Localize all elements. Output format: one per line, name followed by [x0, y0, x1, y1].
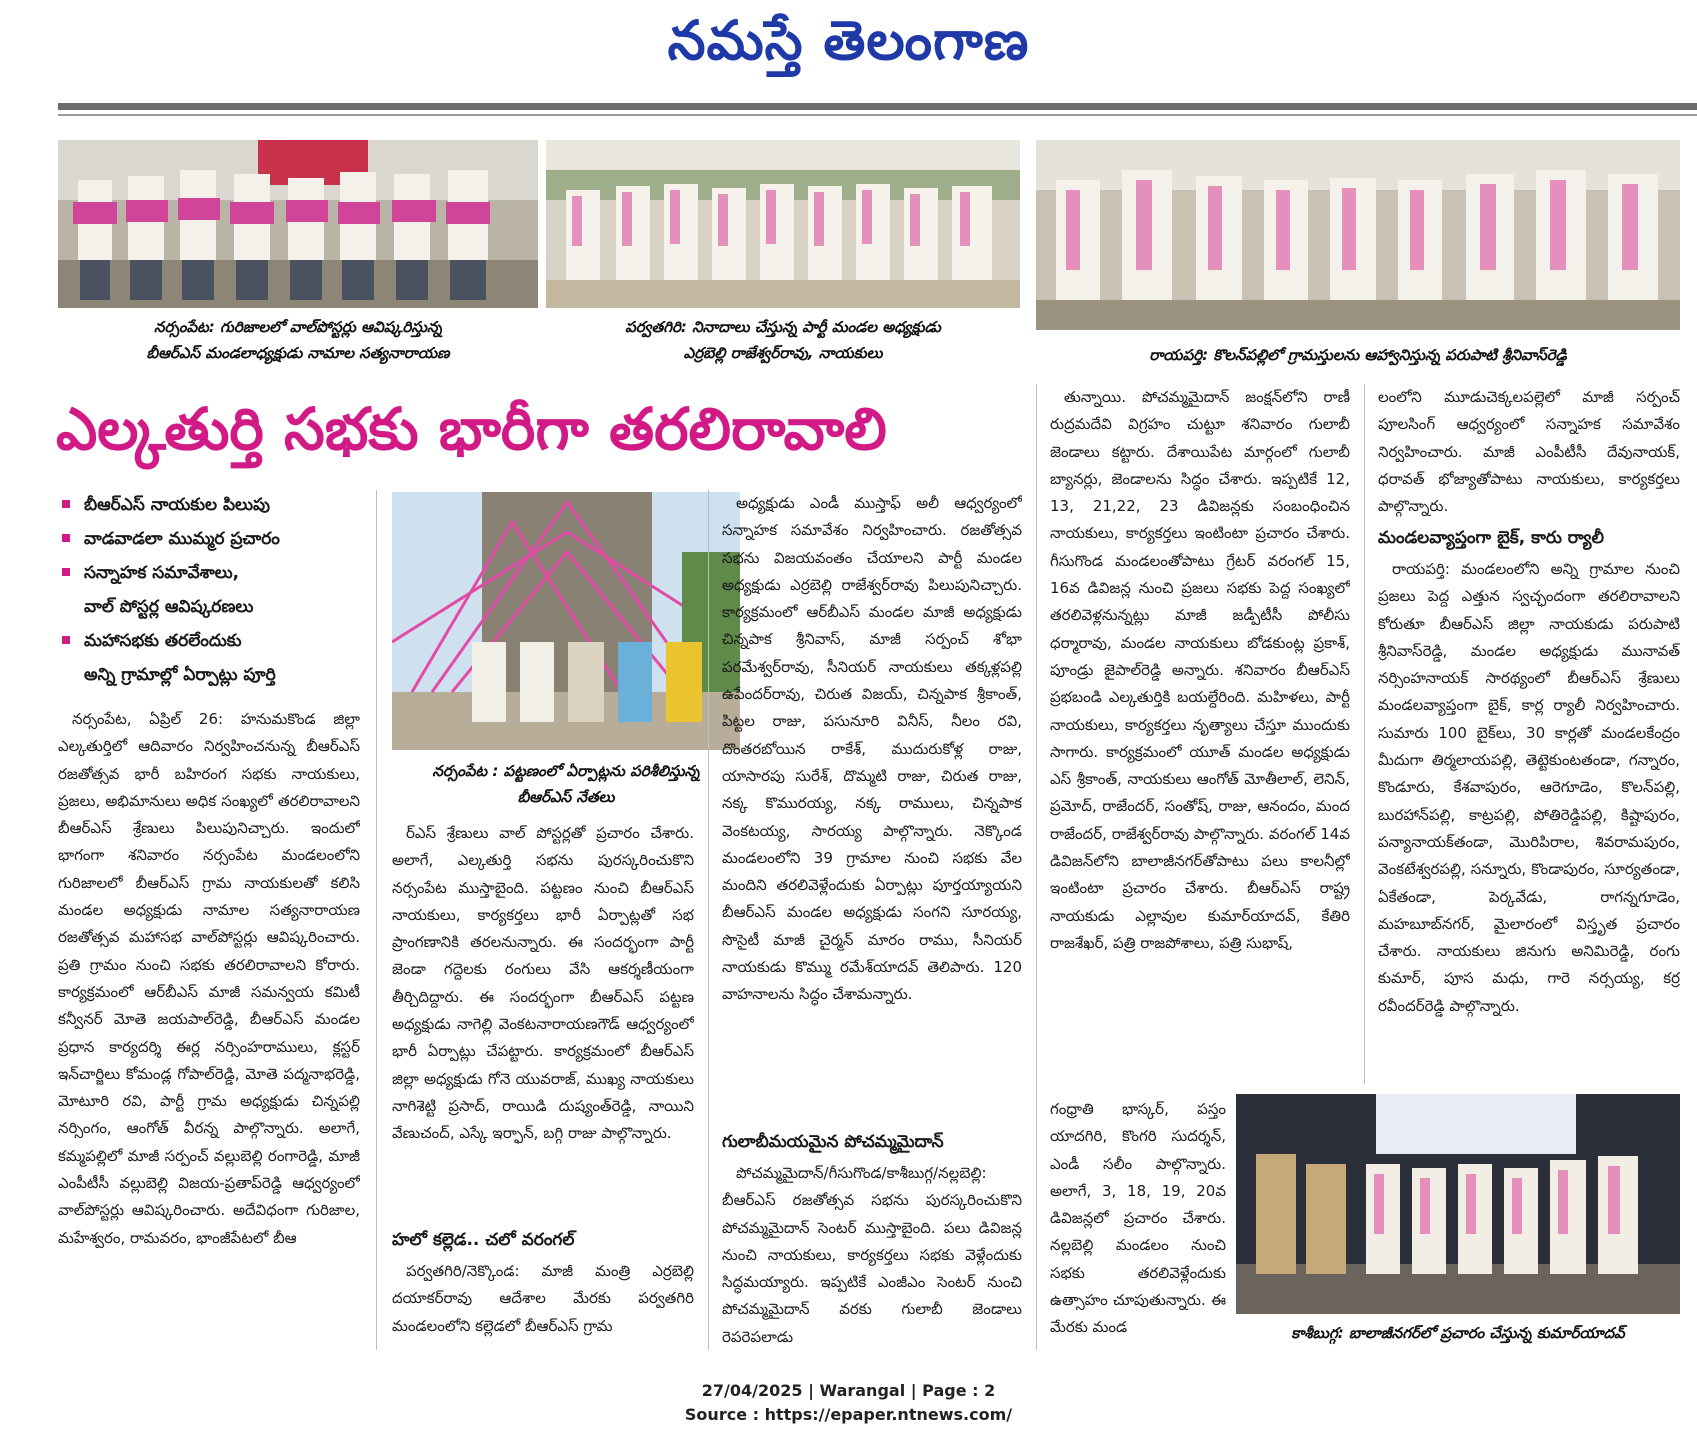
article-column-2 — [392, 820, 694, 1230]
photo-top-1 — [58, 140, 538, 308]
article-paragraph: అధ్యక్షుడు ఎండీ ముస్తాఫ్ అలీ ఆధ్వర్యంలో సన్నాహక సమావేశం నిర్వహించారు. రజతోత్సవ సభను విజయవంతం చేయాలని పార్టీ మండల అధ్యక్షుడు ఎర్రబెల్లి రాజేశ్వర్‌రావు పిలుపునిచ్చారు. కార్యక్రమంలో ఆర్‌బీఎస్ మండల మాజీ అధ్యక్షుడు చిన్నపాక శ్రీనివాస్, మాజీ సర్పంచ్ శోభా పరమేశ్వర్‌రావు, సీనియర్ నాయకులు తక్కళ్లపల్లి ఉపేందర్‌రావు, చిరుత విజయ్, చిన్నపాక శ్రీకాంత్, పిట్టల రాజు, పసునూరి వినీస్, నీలం రవి, దొంతరబోయిన రాకేశ్, ముదురుకోళ్ల రాజు, యాసారపు సురేశ్, దొమ్మటి రాజు, చిరుత రాజు, నక్క కొమురయ్య, నక్క రాములు, చిన్నపాక వెంకటయ్య, సారయ్య పాల్గొన్నారు. నెక్కొండ మండలంలోని 39 గ్రామాల నుంచి సభకు వేల మందిని తరలివెళ్లేందుకు ఏర్పాట్లు పూర్తయ్యాయని బీఆర్‌ఎస్ మండల అధ్యక్షుడు సంగని సూరయ్య, సొసైటీ మాజీ చైర్మన్ మారం రాము, సీనియర్ నాయకుడు కొమ్ము రమేశ్‌యాదవ్ తెలిపారు. 120 వాహనాలను సిద్ధం చేశామన్నారు. — [722, 494, 1022, 1004]
bullet-item: బీఆర్‌ఎస్ నాయకుల పిలుపు — [58, 488, 358, 522]
bullet-item: సన్నాహక సమావేశాలు, — [58, 556, 358, 590]
masthead-title: నమస్తే తెలంగాణ — [667, 8, 1030, 72]
footer-source: Source : https://epaper.ntnews.com/ — [684, 1405, 1013, 1424]
caption-top-3: రాయపర్తి: కొలన్‌పల్లిలో గ్రామస్తులను ఆహ్వానిస్తున్న పరుపాటి శ్రీనివాస్‌రెడ్డి — [1149, 346, 1567, 364]
bullet-item-continued: అన్ని గ్రామాల్లో ఏర్పాట్లు పూర్తి — [84, 665, 276, 685]
masthead-rule-thin — [58, 114, 1697, 116]
subheading-hello-kalleda: హలో కల్లెడ.. చలో వరంగల్ — [392, 1230, 575, 1250]
article-column-5 — [1378, 384, 1680, 520]
article-column-1 — [58, 706, 360, 1356]
article-paragraph: పర్వతగిరి/నెక్కొండ: మాజీ మంత్రి ఎర్రబెల్లి దయాకర్‌రావు ఆదేశాల మేరకు పర్వతగిరి మండలంలోని కల్లెడలో బీఆర్‌ఎస్ గ్రామ — [392, 1262, 694, 1335]
article-paragraph: రాయపర్తి: మండలంలోని అన్ని గ్రామాల నుంచి ప్రజలు పెద్ద ఎత్తున స్వచ్ఛందంగా తరలిరావాలని కోరుతూ బీఆర్‌ఎస్ జిల్లా నాయకుడు పరుపాటి శ్రీనివాస్‌రెడ్డి, మండల అధ్యక్షుడు మునావత్ నర్సింహనాయక్ సారథ్యంలో బీఆర్‌ఎస్ శ్రేణులు మండలవ్యాప్తంగా బైక్, కార్ల ర్యాలీ నిర్వహించారు. సుమారు 100 బైక్‌లు, 30 కార్లతో మండలకేంద్రం మీదుగా తిర్మలాయపల్లి, తెట్టెకుంటతండా, గన్నారం, కొండూరు, కేశవాపురం, ఆరెగూడెం, కొలన్‌పల్లి, బురహాన్‌పల్లి, కాట్రపల్లి, పోతిరెడ్డిపల్లి, కిష్టాపురం, పన్యానాయక్‌తండా, మొరిపిరాల, శివరామపురం, వెంకటేశ్వరపల్లి, సన్నూరు, కొండాపురం, సూర్యతండా, ఏకేతండా, పెర్కవేడు, రాగన్నగూడెం, మహబూబ్‌నగర్, మైలారంలో విస్తృత ప్రచారం చేశారు. నాయకులు జినుగు అనిమిరెడ్డి, రంగు కుమార్, పూస మధు, గారె నర్సయ్య, కర్ర రవీందర్‌రెడ్డి పాల్గొన్నారు. — [1378, 560, 1680, 1015]
article-column-2b — [392, 1258, 694, 1354]
article-paragraph: తున్నాయి. పోచమ్మమైదాన్ జంక్షన్‌లోని రాణీ రుద్రమదేవి విగ్రహం చుట్టూ శనివారం గులాబీ జెండాలు కట్టారు. దేశాయిపేట మార్గంలో గులాబీ బ్యానర్లు, జెండాలను సిద్ధం చేశారు. ఇప్పటికే 12, 13, 21,22, 23 డివిజన్లకు సంబంధించిన నాయకులు, కార్యకర్తలు ఇంటింటా ప్రచారం చేశారు. గీసుగొండ మండలంతోపాటు గ్రేటర్ వరంగల్ 15, 16వ డివిజన్ల నుంచి ప్రజలు సభకు పెద్ద సంఖ్యలో తరలివెళ్లనున్నట్లు మాజీ జడ్పీటీసీ పోలీసు ధర్మారావు, మండల నాయకులు బోడకుంట్ల ప్రకాశ్, పూండ్రు జైపాల్‌రెడ్డి అన్నారు. శనివారం బీఆర్‌ఎస్ ప్రభబండి ఎల్కతుర్తికి బయల్దేరింది. మహిళలు, పార్టీ నాయకులు, కార్యకర్తలు నృత్యాలు చేస్తూ ముందుకు సాగారు. కార్యక్రమంలో యూత్ మండల అధ్యక్షుడు ఎస్ శ్రీకాంత్, నాయకులు ఆంగోత్ మోతీలాల్, లెనిన్, ప్రమోద్, రాజేందర్, సంతోష్, రాజు, ఆనందం, మంద రాజేందర్, రాజేశ్వర్‌రావు పాల్గొన్నారు. వరంగల్ 14వ డివిజన్‌లోని బాలాజీనగర్‌తోపాటు పలు కాలనీల్లో ఇంటింటా ప్రచారం చేశారు. బీఆర్‌ఎస్ రాష్ట్ర నాయకుడు ఎల్లావుల కుమార్‌యాదవ్, కేతిరి రాజశేఖర్, పత్రి రాజపోశాలు, పత్రి సుభాష్, — [1050, 388, 1350, 952]
caption-top-1: నర్సంపేట: గురిజాలలో వాల్‌పోస్టర్లు ఆవిష్కరిస్తున్న బీఆర్‌ఎస్ మండలాధ్యక్షుడు నామాల సత్యనారాయణ — [146, 318, 450, 362]
photo-mid — [392, 492, 740, 750]
photo-top-3 — [1036, 140, 1680, 330]
article-paragraph: లంలోని మూడుచెక్కలపల్లెలో మాజీ సర్పంచ్ పూలసింగ్ ఆధ్వర్యంలో సన్నాహక సమావేశం నిర్వహించారు. మాజీ ఎంపీటీసీ దేవునాయక్, ధరావత్ భోజ్యాతోపాటు నాయకులు, కార్యకర్తలు పాల్గొన్నారు. — [1378, 388, 1680, 516]
subheading-bike-rally: మండలవ్యాప్తంగా బైక్, కారు ర్యాలీ — [1378, 528, 1604, 548]
bullet-item: వాడవాడలా ముమ్మర ప్రచారం — [58, 522, 358, 556]
article-paragraph: గంధ్రాతి భాస్కర్, పస్తం యాదగిరి, కొంగరి సుదర్శన్, ఎండీ సలీం పాల్గొన్నారు. అలాగే, 3, 18, 19, 20వ డివిజన్లలో ప్రచారం చేశారు. నల్లబెల్లి మండలం నుంచి సభకు తరలివెళ్లేందుకు ఉత్సాహం చూపుతున్నారు. ఈ మేరకు మండ — [1050, 1100, 1226, 1337]
caption-mid: నర్సంపేట : పట్టణంలో ఏర్పాట్లను పరిశీలిస్తున్న బీఆర్‌ఎస్ నేతలు — [432, 762, 700, 806]
column-divider — [1364, 384, 1365, 1084]
summary-bullets — [58, 488, 358, 692]
photo-bottom — [1236, 1094, 1680, 1314]
masthead-rule — [58, 103, 1697, 110]
article-column-3 — [722, 490, 1022, 1128]
article-paragraph: ర్‌ఎస్ శ్రేణులు వాల్ పోస్టర్లతో ప్రచారం చేశారు. అలాగే, ఎల్కతుర్తి సభను పురస్కరించుకొని నర్సంపేట ముస్తాబైంది. పట్టణం నుంచి బీఆర్‌ఎస్ నాయకులు, కార్యకర్తలు భారీ ఏర్పాట్లతో సభ ప్రాంగణానికి తరలనున్నారు. ఈ సందర్భంగా పార్టీ జెండా గద్దెలకు రంగులు వేసి ఆకర్శణీయంగా తీర్చిదిద్దారు. ఈ సందర్భంగా బీఆర్‌ఎస్ పట్టణ అధ్యక్షుడు నాగెల్లి వెంకటనారాయణగౌడ్ ఆధ్వర్యంలో భారీ ఏర్పాట్లు చేపట్టారు. కార్యక్రమంలో బీఆర్‌ఎస్ జిల్లా అధ్యక్షుడు గోనె యువరాజ్, ముఖ్య నాయకులు నాగిశెట్టి ప్రసాద్, రాయిడి దుష్యంత్‌రెడ్డి, నాయిని వేణుచంద్, ఎస్కే ఇర్ఫాన్, బగ్గి రాజు పాల్గొన్నారు. — [392, 824, 694, 1143]
caption-top-2: పర్వతగిరి: నినాదాలు చేస్తున్న పార్టీ మండల అధ్యక్షుడు ఎర్రబెల్లి రాజేశ్వర్‌రావు, నాయకులు — [625, 318, 941, 362]
article-column-4b — [1050, 1096, 1226, 1352]
caption-bottom: కాశీబుగ్గ: బాలాజీనగర్‌లో ప్రచారం చేస్తున్న కుమార్‌యాదవ్ — [1291, 1324, 1625, 1342]
column-divider — [376, 490, 377, 1350]
headline: ఎల్కతుర్తి సభకు భారీగా తరలిరావాలి — [56, 395, 887, 463]
photo-top-2 — [546, 140, 1020, 308]
subheading-pochammamaidan: గులాబీమయమైన పోచమ్మమైదాన్ — [722, 1132, 944, 1152]
bullet-item: మహాసభకు తరలేందుకు — [58, 624, 358, 658]
article-paragraph: నర్సంపేట, ఏప్రిల్ 26: హనుమకొండ జిల్లా ఎల్కతుర్తిలో ఆదివారం నిర్వహించనున్న బీఆర్‌ఎస్ రజతోత్సవ భారీ బహిరంగ సభకు నాయకులు, ప్రజలు, అభిమానులు అధిక సంఖ్యలో తరలిరావాలని బీఆర్‌ఎస్ శ్రేణులు పిలుపునిచ్చారు. ఇందులో భాగంగా శనివారం నర్సంపేట మండలంలోని గురిజాలలో బీఆర్‌ఎస్ గ్రామ నాయకులతో కలిసి మండల అధ్యక్షుడు నామాల సత్యనారాయణ రజతోత్సవ మహాసభ వాల్‌పోస్టర్లు ఆవిష్కరించారు. ప్రతి గ్రామం నుంచి సభకు తరలిరావాలని కోరారు. కార్యక్రమంలో ఆర్‌బీఎస్ మాజీ సమన్వయ కమిటీ కన్వీనర్ మోతె జయపాల్‌రెడ్డి, బీఆర్‌ఎస్ మండల ప్రధాన కార్యదర్శి ఈర్ల నర్సింహరాములు, క్లస్టర్ ఇన్‌చార్జిలు కోమండ్ల గోపాల్‌రెడ్డి, మోతె పద్మనాభరెడ్డి, మోటూరి రవి, పార్టీ గ్రామ అధ్యక్షుడు చిన్నపల్లి నర్సింగం, ఆంగోత్ వీరన్న పాల్గొన్నారు. అలాగే, కమ్మపల్లిలో మాజీ సర్పంచ్ వల్లుబెల్లి రంగారెడ్డి, మాజీ ఎంపీటీసీ వల్లుబెల్లి విజయ-ప్రతాప్‌రెడ్డి ఆధ్వర్యంలో వాల్‌పోస్టర్లు ఆవిష్కరించారు. అదేవిధంగా గురిజాల, మహేశ్వరం, రామవరం, భాంజీపేటలో బీఆ — [58, 710, 360, 1247]
article-paragraph: పోచమ్మమైదాన్/గీసుగొండ/కాశీబుగ్గ/నల్లబెల్లి: బీఆర్‌ఎస్ రజతోత్సవ సభను పురస్కరించుకొని పోచమ్మమైదాన్ సెంటర్ ముస్తాబైంది. పలు డివిజన్ల నుంచి నాయకులు, కార్యకర్తలు సభకు వెళ్లేందుకు సిద్ధమయ్యారు. ఇప్పటికే ఎంజీఎం సెంటర్ నుంచి పోచమ్మమైదాన్ వరకు గులాబీ జెండాలు రెపరెపలాడు — [722, 1164, 1022, 1346]
bullet-item-continued: వాల్ పోస్టర్ల ఆవిష్కరణలు — [84, 597, 254, 617]
article-column-5b — [1378, 556, 1680, 1080]
article-column-4 — [1050, 384, 1350, 1092]
column-divider — [1036, 384, 1037, 1350]
article-column-3b — [722, 1160, 1022, 1354]
footer-date-edition: 27/04/2025 | Warangal | Page : 2 — [701, 1381, 996, 1400]
column-divider — [708, 490, 709, 1350]
